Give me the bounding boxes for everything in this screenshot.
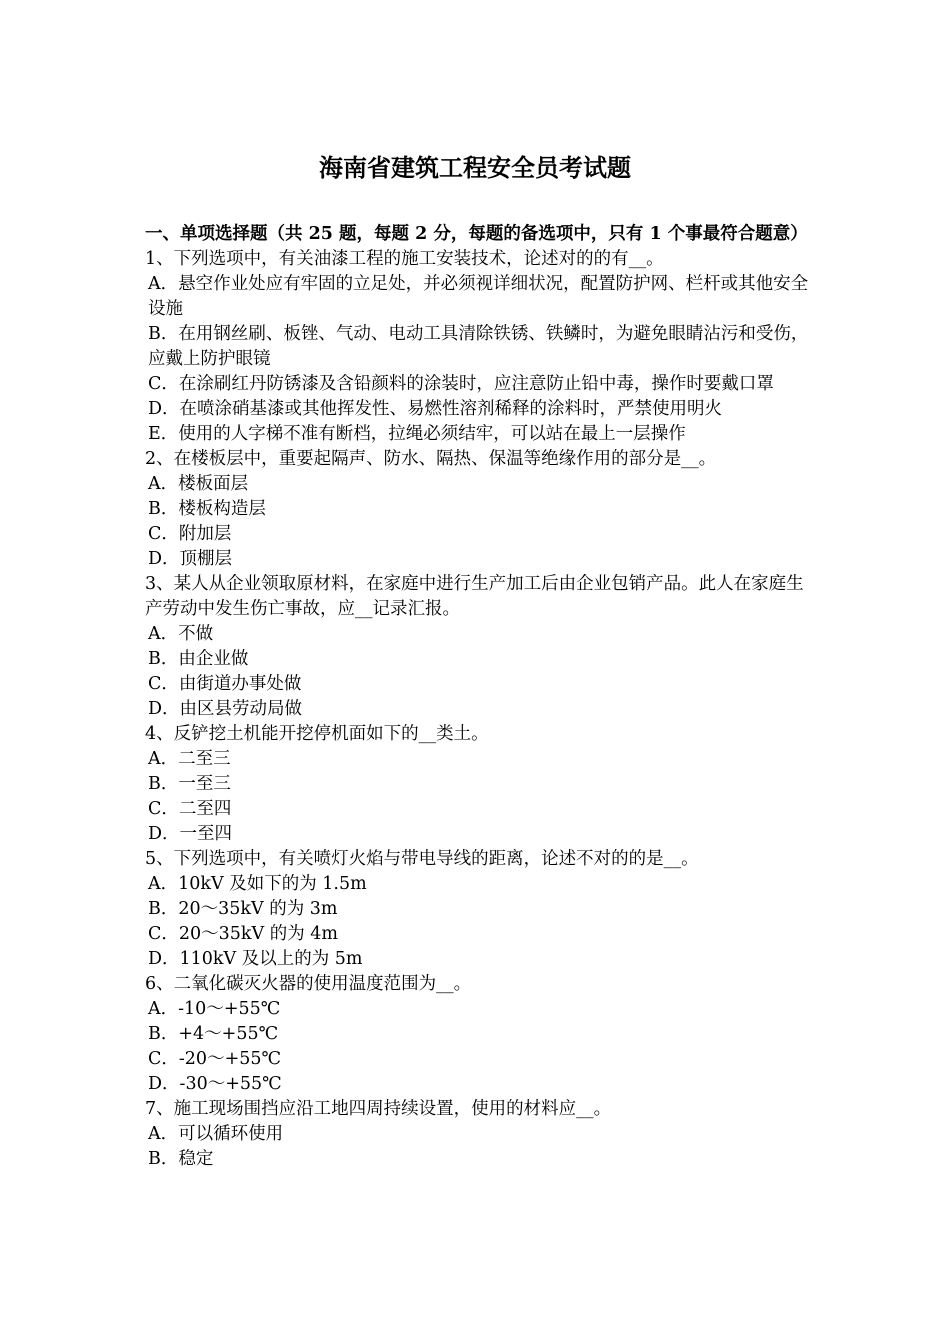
option-c: C．二至四 — [148, 799, 232, 819]
question-stem: 1、下列选项中，有关油漆工程的施工安装技术，论述对的的有__。 — [145, 249, 664, 269]
option-b: B．20～35kV 的为 3m — [148, 899, 338, 919]
question-stem: 2、在楼板层中，重要起隔声、防水、隔热、保温等绝缘作用的部分是__。 — [145, 449, 717, 469]
option-a: A．楼板面层 — [148, 474, 249, 494]
question-6 — [145, 972, 810, 1097]
option-a: A．-10～+55℃ — [148, 999, 281, 1019]
option-d: D．顶棚层 — [148, 549, 233, 569]
option-c: C．20～35kV 的为 4m — [148, 924, 339, 944]
option-a: A．10kV 及如下的为 1.5m — [148, 874, 367, 894]
option-a: A．可以循环使用 — [148, 1124, 284, 1144]
option-b: B．由企业做 — [148, 649, 249, 669]
option-b: B．稳定 — [148, 1149, 214, 1169]
option-d: D．一至四 — [148, 824, 233, 844]
option-c: C．由街道办事处做 — [148, 674, 302, 694]
question-stem: 6、二氧化碳灭火器的使用温度范围为__。 — [145, 974, 472, 994]
option-d: D．由区县劳动局做 — [148, 699, 303, 719]
section-heading: 一、单项选择题（共 25 题，每题 2 分，每题的备选项中，只有 1 个事最符合题意） — [145, 224, 808, 244]
option-a: A．悬空作业处应有牢固的立足处，并必须视详细状况，配置防护网、栏杆或其他安全设施 — [148, 274, 809, 319]
document-title: 海南省建筑工程安全员考试题 — [319, 153, 631, 182]
question-1 — [145, 247, 810, 447]
question-3 — [145, 572, 810, 722]
document-body — [145, 222, 810, 1172]
option-d: D．-30～+55℃ — [148, 1074, 282, 1094]
question-2 — [145, 447, 810, 572]
option-b: B．楼板构造层 — [148, 499, 266, 519]
option-d: D．在喷涂硝基漆或其他挥发性、易燃性溶剂稀释的涂料时，严禁使用明火 — [148, 399, 723, 419]
question-4 — [145, 722, 810, 847]
question-stem: 7、施工现场围挡应沿工地四周持续设置，使用的材料应__。 — [145, 1099, 612, 1119]
option-b: B．+4～+55℃ — [148, 1024, 279, 1044]
question-5 — [145, 847, 810, 972]
option-b: B．一至三 — [148, 774, 231, 794]
option-b: B．在用钢丝刷、板锉、气动、电动工具清除铁锈、铁鳞时，为避免眼睛沾污和受伤，应戴上防护眼镜 — [148, 324, 809, 369]
option-e: E．使用的人字梯不准有断档，拉绳必须结牢，可以站在最上一层操作 — [148, 424, 686, 444]
option-a: A．不做 — [148, 624, 214, 644]
option-c: C．-20～+55℃ — [148, 1049, 282, 1069]
option-d: D．110kV 及以上的为 5m — [148, 949, 363, 969]
question-stem: 4、反铲挖土机能开挖停机面如下的__类土。 — [145, 724, 489, 744]
option-c: C．在涂刷红丹防锈漆及含铅颜料的涂装时，应注意防止铅中毒，操作时要戴口罩 — [148, 374, 774, 394]
question-stem: 3、某人从企业领取原材料，在家庭中进行生产加工后由企业包销产品。此人在家庭生产劳动中发生伤亡事故，应__记录汇报。 — [145, 574, 804, 619]
question-7 — [145, 1097, 810, 1172]
option-a: A．二至三 — [148, 749, 231, 769]
option-c: C．附加层 — [148, 524, 232, 544]
question-stem: 5、下列选项中，有关喷灯火焰与带电导线的距离，论述不对的的是__。 — [145, 849, 699, 869]
